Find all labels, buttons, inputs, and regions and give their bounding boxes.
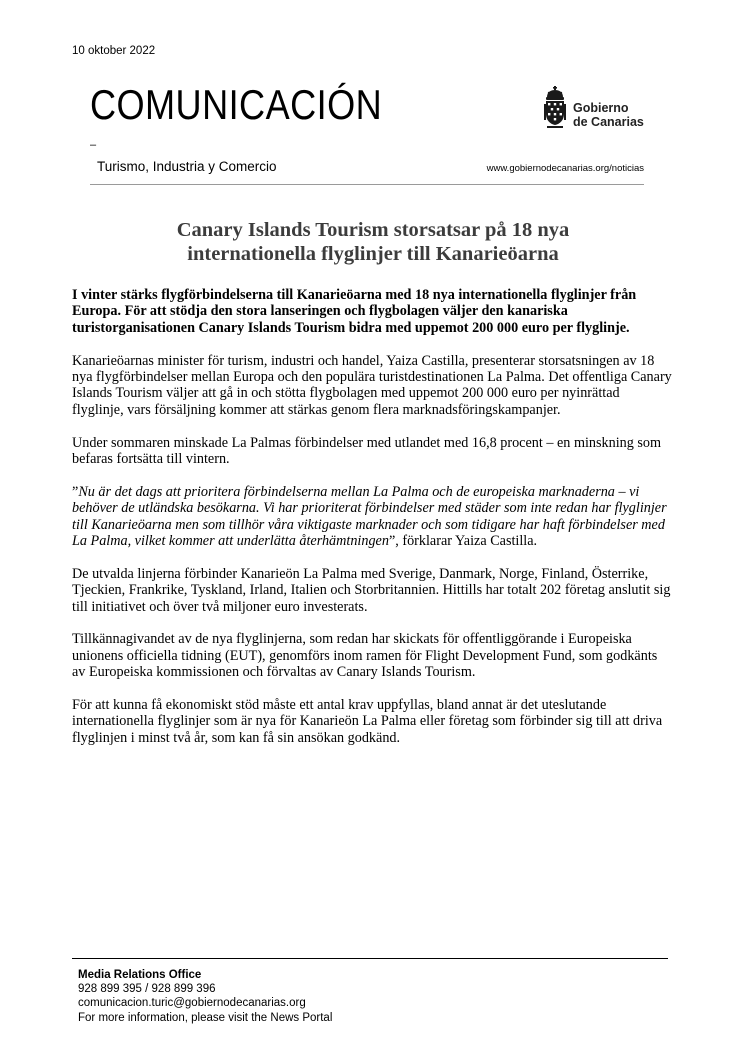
footer-email[interactable]: comunicacion.turic@gobiernodecanarias.org (78, 997, 306, 1010)
footer-divider (72, 958, 668, 959)
article-body (72, 287, 672, 763)
coat-of-arms-icon (543, 84, 573, 132)
footer-contact (78, 968, 332, 1025)
masthead-dash: – (90, 139, 97, 151)
body-paragraph: För att kunna få ekonomiskt stöd måste ett antal krav uppfyllas, bland annat är det uteslutande internationella flyglinjer som är nya för Kanarieön La Palma eller företag som förbinder sig till att driva flyglinjen i minst två år, som kan få sin ansökan godkänd. (72, 697, 663, 746)
header-divider (90, 184, 644, 185)
body-paragraph: Tillkännagivandet av de nya flyglinjerna, som redan har skickats för offentliggörande i Europeiska unionens officiella tidning (EUT), genomförs inom ramen för Flight Development Fund, som godkänts av Europeiska kommissionen och förvaltas av Canary Islands Tourism. (72, 631, 658, 681)
body-paragraph: Kanarieöarnas minister för turism, industri och handel, Yaiza Castilla, presenterar storsatsningen av 18 nya flygförbindelser mellan Europa och den populära turistdestinationen La Palma. Det offentliga Canary Islands Tourism väljer att gå in och stötta flygbolagen med uppemot 200 000 euro per nyinrättad flyglinje, vars försäljning kommer att stärkas genom flera marknadsföringskampanjer. (72, 352, 672, 418)
logo-text-line2: de Canarias (573, 115, 644, 129)
headline-line1: Canary Islands Tourism storsatsar på 18 nya (176, 219, 570, 241)
logo-text-line1: Gobierno (573, 101, 629, 115)
masthead-title: COMUNICACIÓN (90, 81, 383, 128)
gobierno-de-canarias-logo (543, 84, 645, 132)
headline-line2: internationella flyglinjer till Kanarieöarna (187, 243, 559, 265)
quote-paragraph (72, 484, 672, 550)
quote-open-mark: ” (72, 483, 79, 500)
body-paragraph: De utvalda linjerna förbinder Kanarieön La Palma med Sverige, Danmark, Norge, Finland, Österrike, Tjeckien, Frankrike, Tyskland, Irland, Italien och Storbritannien. Hittills har totalt 202 företag anslutit sig till initiativet och över två miljoner euro investerats. (72, 565, 671, 615)
footer-phone: 928 899 395 / 928 899 396 (78, 983, 216, 996)
footer-news-portal-link[interactable]: For more information, please visit the News Portal (78, 1011, 333, 1024)
lead-paragraph: I vinter stärks flygförbindelserna till Kanarieöarna med 18 nya internationella flyglinjer från Europa. För att stödja den stora lanseringen och flygbolagen väljer den kanariska turistorganisationen Canary Islands Tourism bidra med uppemot 200 000 euro per flyglinje. (72, 287, 637, 336)
footer-office-title: Media Relations Office (78, 969, 202, 981)
press-release-date: 10 oktober 2022 (72, 45, 156, 57)
quote-text: Nu är det dags att prioritera förbindelserna mellan La Palma och de europeiska marknaderna – vi behöver de utländska besökarna. Vi har prioriterat förbindelser med städer som inte redan har flyglinjer till Kanarieöarna men som tillhör våra viktigaste marknader och som tidigare har haft förbindelser med La Palma, vilket kommer att underlätta återhämtningen (72, 483, 667, 550)
body-paragraph: Under sommaren minskade La Palmas förbindelser med utlandet med 16,8 procent – en minskning som befaras fortsätta till vintern. (72, 434, 662, 468)
press-release-headline (70, 218, 676, 266)
quote-attribution: ”, förklarar Yaiza Castilla. (388, 533, 538, 550)
news-website-link[interactable]: www.gobiernodecanarias.org/noticias (486, 163, 644, 174)
department-name: Turismo, Industria y Comercio (97, 159, 277, 174)
